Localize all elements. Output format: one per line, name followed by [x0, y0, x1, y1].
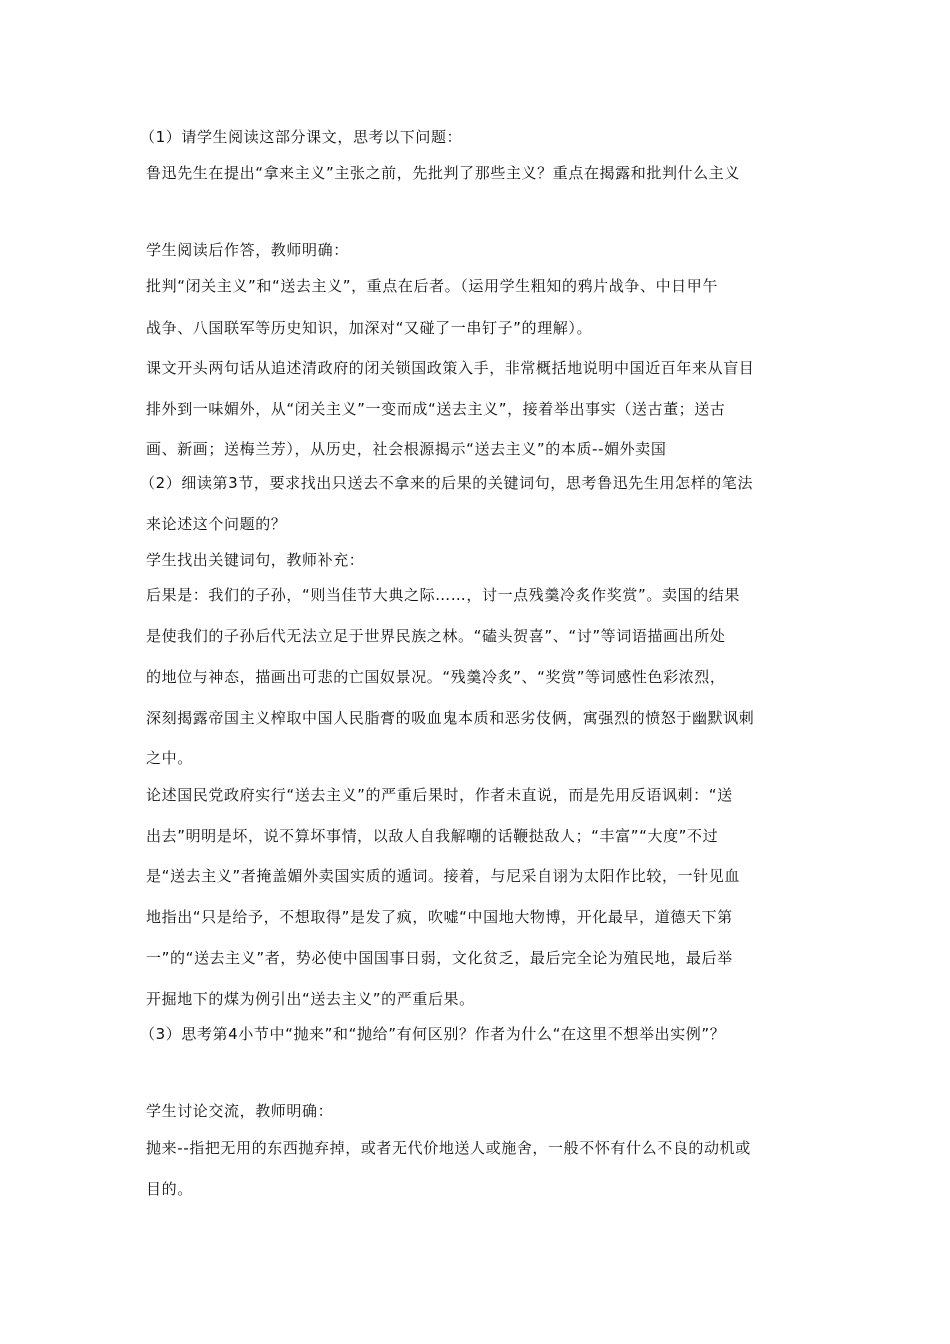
paragraph-line: 深刻揭露帝国主义榨取中国人民脂膏的吸血鬼本质和恶劣伎俩，寓强烈的愤怒于幽默讽刺	[146, 709, 755, 727]
paragraph-line: 批判“闭关主义”和“送去主义”，重点在后者。（运用学生粗知的鸦片战争、中日甲午	[146, 277, 718, 295]
paragraph-line: 抛来--指把无用的东西抛弃掉，或者无代价地送人或施舍，一般不怀有什么不良的动机或	[146, 1139, 751, 1157]
paragraph-line: 后果是：我们的子孙，“则当佳节大典之际……，讨一点残羹冷炙作奖赏”。卖国的结果	[146, 586, 740, 604]
question-1: （1）请学生阅读这部分课文，思考以下问题：	[140, 128, 463, 146]
paragraph-line: 出去”明明是坏，说不算坏事情，以敌人自我解嘲的话鞭挞敌人；“丰富”“大度”不过	[146, 827, 719, 845]
paragraph-line: 排外到一味媚外，从“闭关主义”一变而成“送去主义”，接着举出事实（送古董；送古	[146, 400, 726, 418]
paragraph-line: 学生阅读后作答，教师明确：	[146, 241, 349, 259]
paragraph-line: 学生讨论交流，教师明确：	[146, 1102, 334, 1120]
paragraph-line: 目的。	[146, 1180, 193, 1198]
paragraph-line: 鲁迅先生在提出“拿来主义”主张之前，先批判了那些主义？重点在揭露和批判什么主义	[146, 164, 740, 182]
paragraph-line: 之中。	[146, 749, 193, 767]
paragraph-line: 学生找出关键词句，教师补充：	[146, 551, 365, 569]
paragraph-line: 是使我们的子孙后代无法立足于世界民族之林。“磕头贺喜”、“讨”等词语描画出所处	[146, 627, 726, 645]
paragraph-line: 战争、八国联军等历史知识，加深对“又碰了一串钉子”的理解）。	[146, 319, 593, 337]
paragraph-line: 课文开头两句话从追述清政府的闭关锁国政策入手，非常概括地说明中国近百年来从盲目	[146, 359, 755, 377]
paragraph-line: 的地位与神态，描画出可悲的亡国奴景况。“残羹冷炙”、“奖赏”等词感性色彩浓烈，	[146, 668, 726, 686]
question-2: （2）细读第3节，要求找出只送去不拿来的后果的关键词句，思考鲁迅先生用怎样的笔法	[140, 474, 754, 492]
paragraph-line: 画、新画；送梅兰芳），从历史，社会根源揭示“送去主义”的本质--媚外卖国	[146, 440, 667, 458]
question-3: （3）思考第4小节中“抛来”和“抛给”有何区别？作者为什么“在这里不想举出实例”？	[140, 1025, 726, 1043]
paragraph-line: 论述国民党政府实行“送去主义”的严重后果时，作者未直说，而是先用反语讽刺：“送	[146, 786, 733, 804]
paragraph-line: 来论述这个问题的？	[146, 515, 287, 533]
paragraph-line: 一”的“送去主义”者，势必使中国国事日弱，文化贫乏，最后完全论为殖民地，最后举	[146, 949, 733, 967]
paragraph-line: 地指出“只是给予，不想取得”是发了疯，吹嘘“中国地大物博，开化最早，道德天下第	[146, 908, 733, 926]
paragraph-line: 是“送去主义”者掩盖媚外卖国实质的遁词。接着，与尼采自诩为太阳作比较，一针见血	[146, 867, 740, 885]
paragraph-line: 开掘地下的煤为例引出“送去主义”的严重后果。	[146, 990, 475, 1008]
